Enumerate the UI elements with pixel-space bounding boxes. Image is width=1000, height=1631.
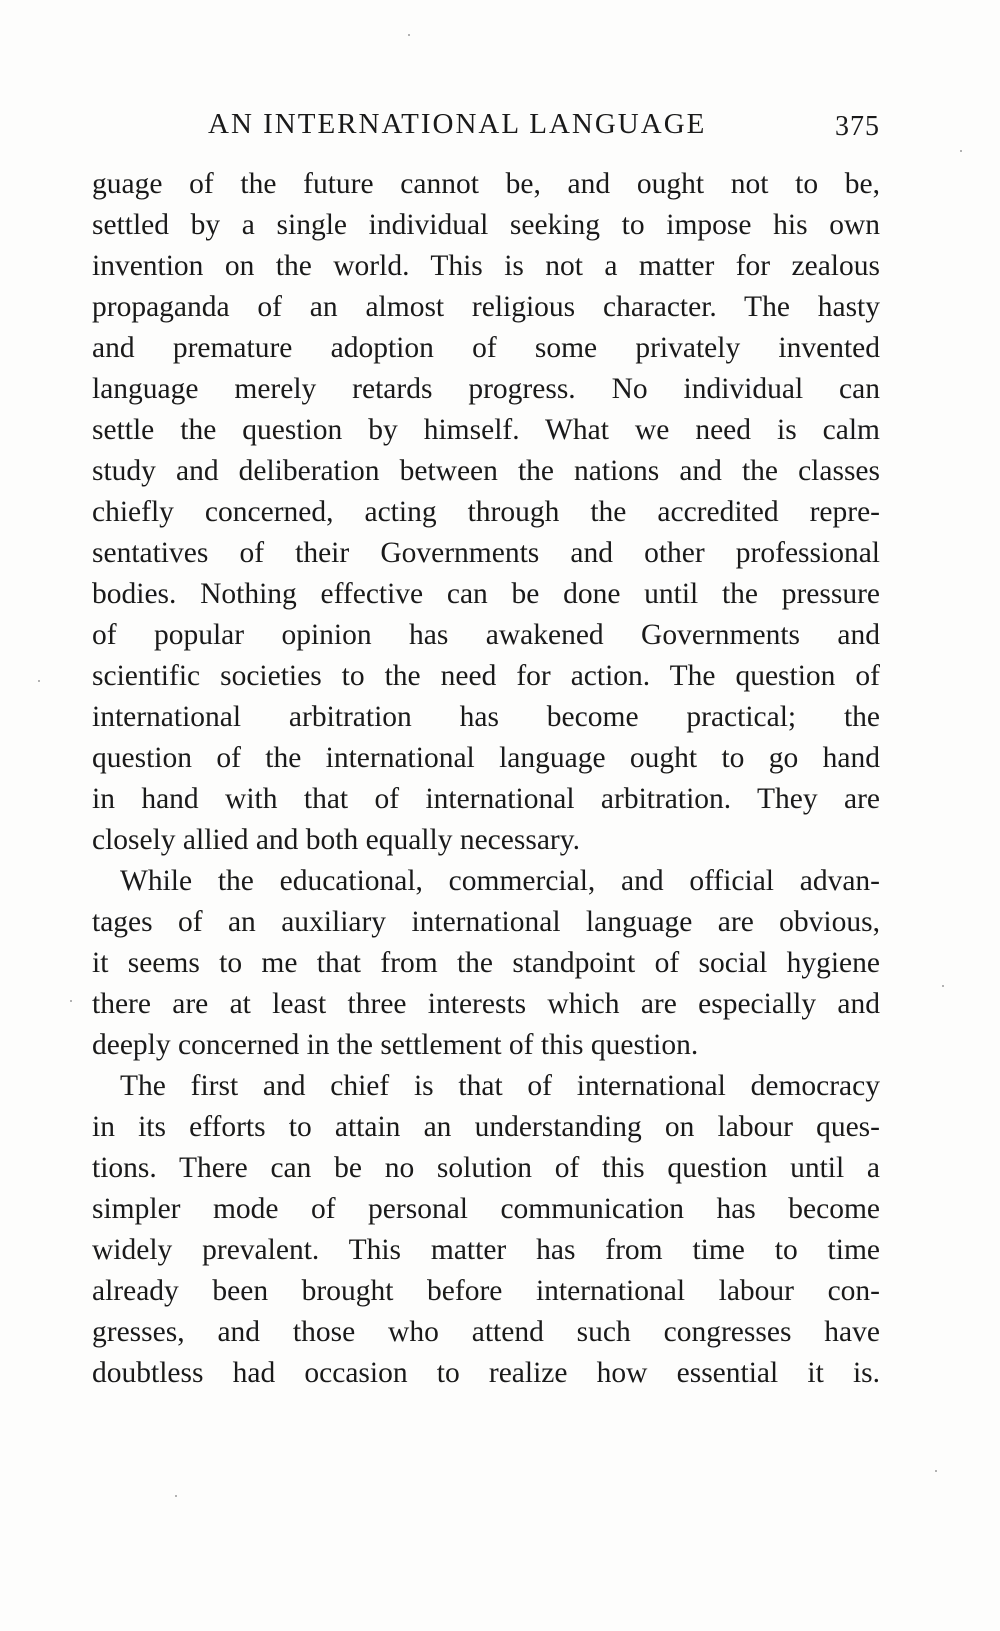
text-line: deeply concerned in the settlement of this question. [92, 1029, 699, 1061]
text-line: settled by a single individual seeking to impose his own [92, 209, 880, 241]
paragraph-3 [92, 1066, 880, 1394]
text-line: and premature adoption of some privately invented [92, 332, 880, 364]
scan-speck [175, 1495, 177, 1497]
text-line: study and deliberation between the nations and the classes [92, 455, 880, 487]
text-line: language merely retards progress. No individual can [92, 373, 880, 405]
text-line: widely prevalent. This matter has from time to time [92, 1234, 880, 1266]
text-line: guage of the future cannot be, and ought not to be, [92, 168, 880, 200]
text-line: simpler mode of personal communication has become [92, 1193, 880, 1225]
text-line: scientific societies to the need for action. The question of [92, 660, 880, 692]
text-line: in its efforts to attain an understanding on labour ques- [92, 1111, 880, 1143]
text-line: While the educational, commercial, and official advan- [120, 865, 880, 897]
text-line: doubtless had occasion to realize how essential it is. [92, 1357, 880, 1389]
scan-speck [408, 34, 410, 36]
text-line: propaganda of an almost religious character. The hasty [92, 291, 880, 323]
scan-speck [70, 1000, 72, 1002]
text-line: it seems to me that from the standpoint of social hygiene [92, 947, 880, 979]
text-line: sentatives of their Governments and other professional [92, 537, 880, 569]
scan-speck [960, 150, 962, 152]
text-line: of popular opinion has awakened Governments and [92, 619, 880, 651]
text-line: closely allied and both equally necessary. [92, 824, 580, 856]
text-line: gresses, and those who attend such congresses have [92, 1316, 880, 1348]
text-line: settle the question by himself. What we need is calm [92, 414, 880, 446]
paragraph-2 [92, 861, 880, 1066]
scan-speck [38, 680, 40, 682]
running-head [92, 108, 880, 152]
text-line: chiefly concerned, acting through the accredited repre- [92, 496, 880, 528]
text-line: there are at least three interests which are especially and [92, 988, 880, 1020]
text-line: international arbitration has become practical; the [92, 701, 880, 733]
text-line: question of the international language ought to go hand [92, 742, 880, 774]
body-text [92, 164, 880, 1394]
page-number: 375 [835, 111, 880, 142]
scan-speck [942, 985, 944, 987]
text-line: in hand with that of international arbitration. They are [92, 783, 880, 815]
paragraph-1 [92, 164, 880, 861]
scan-speck [935, 1470, 937, 1472]
text-line: tages of an auxiliary international language are obvious, [92, 906, 880, 938]
text-line: bodies. Nothing effective can be done until the pressure [92, 578, 880, 610]
text-line: The first and chief is that of international democracy [120, 1070, 880, 1102]
text-line: already been brought before international labour con- [92, 1275, 880, 1307]
text-line: invention on the world. This is not a matter for zealous [92, 250, 880, 282]
running-title: AN INTERNATIONAL LANGUAGE [208, 108, 707, 140]
text-line: tions. There can be no solution of this question until a [92, 1152, 880, 1184]
